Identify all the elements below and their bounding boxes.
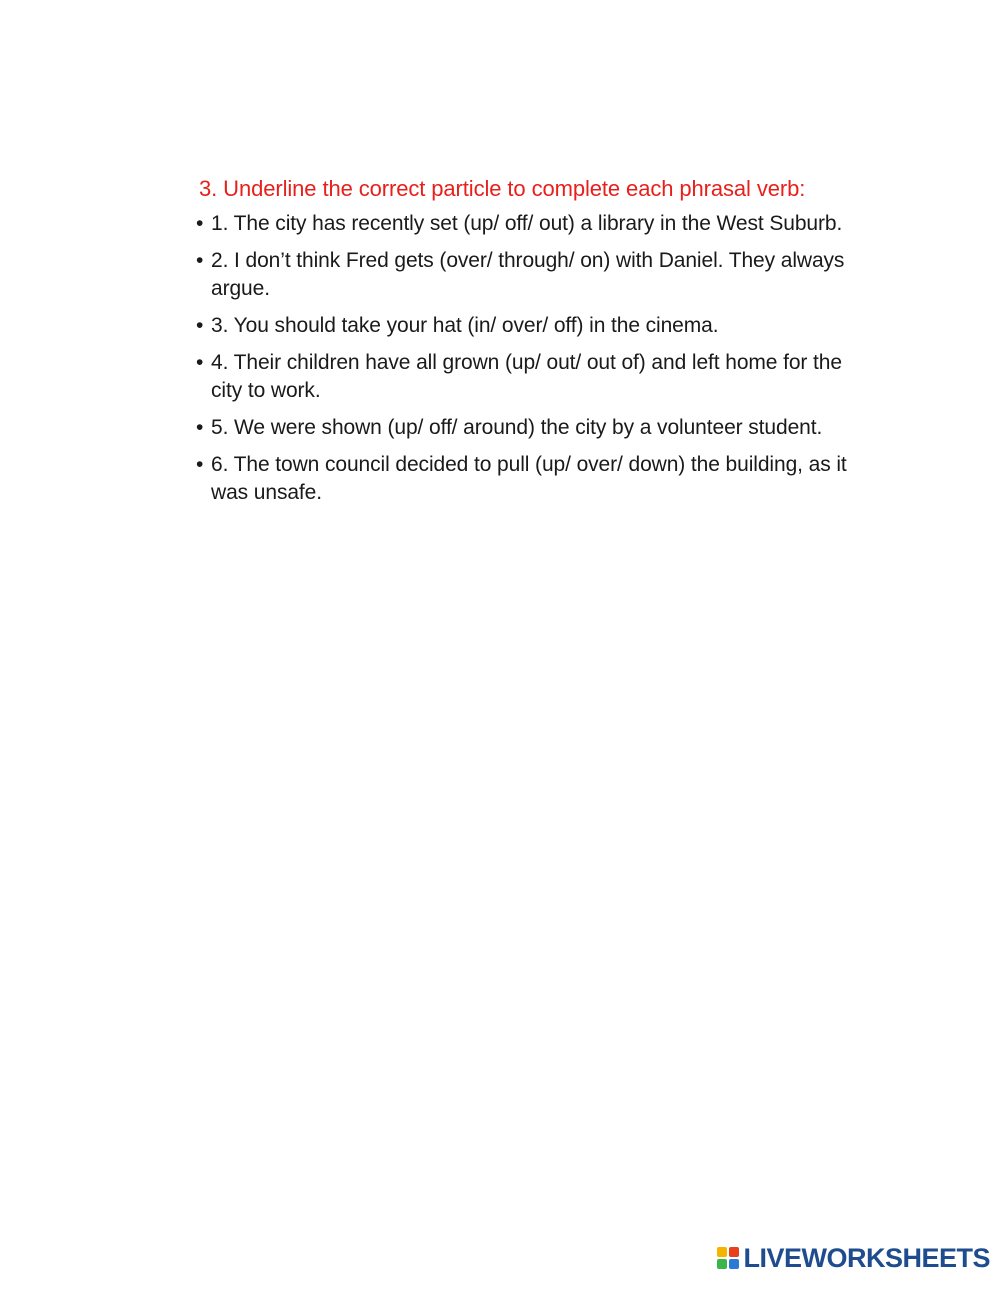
exercise-list: [196, 210, 876, 516]
bullet: •: [196, 212, 204, 235]
exercise-item-6: [196, 451, 876, 507]
exercise-item-2: [196, 247, 876, 303]
bullet: •: [196, 314, 204, 337]
exercise-item-text: 4. Their children have all grown (up/ out/ out of) and left home for the city to work.: [211, 351, 842, 402]
logo-square-e: [729, 1259, 739, 1269]
exercise-item-4: [196, 349, 876, 405]
liveworksheets-logo-icon: [717, 1247, 739, 1269]
exercise-item-1: [196, 210, 876, 238]
exercise-item-text: 3. You should take your hat (in/ over/ off) in the cinema.: [211, 314, 719, 337]
watermark-text: LIVEWORKSHEETS: [743, 1242, 990, 1273]
exercise-item-text: 6. The town council decided to pull (up/ over/ down) the building, as it was unsafe.: [211, 453, 847, 504]
exercise-item-5: [196, 414, 876, 442]
logo-square-l: [717, 1247, 727, 1257]
bullet: •: [196, 249, 204, 272]
exercise-item-text: 1. The city has recently set (up/ off/ out) a library in the West Suburb.: [211, 212, 843, 235]
logo-square-v: [717, 1259, 727, 1269]
bullet: •: [196, 453, 204, 476]
exercise-item-text: 5. We were shown (up/ off/ around) the city by a volunteer student.: [211, 416, 823, 439]
exercise-item-3: [196, 312, 876, 340]
liveworksheets-watermark: [717, 1243, 990, 1273]
exercise-item-text: 2. I don’t think Fred gets (over/ through/ on) with Daniel. They always argue.: [211, 249, 845, 300]
logo-square-i: [729, 1247, 739, 1257]
bullet: •: [196, 416, 204, 439]
bullet: •: [196, 351, 204, 374]
exercise-title: 3. Underline the correct particle to complete each phrasal verb:: [199, 176, 806, 201]
